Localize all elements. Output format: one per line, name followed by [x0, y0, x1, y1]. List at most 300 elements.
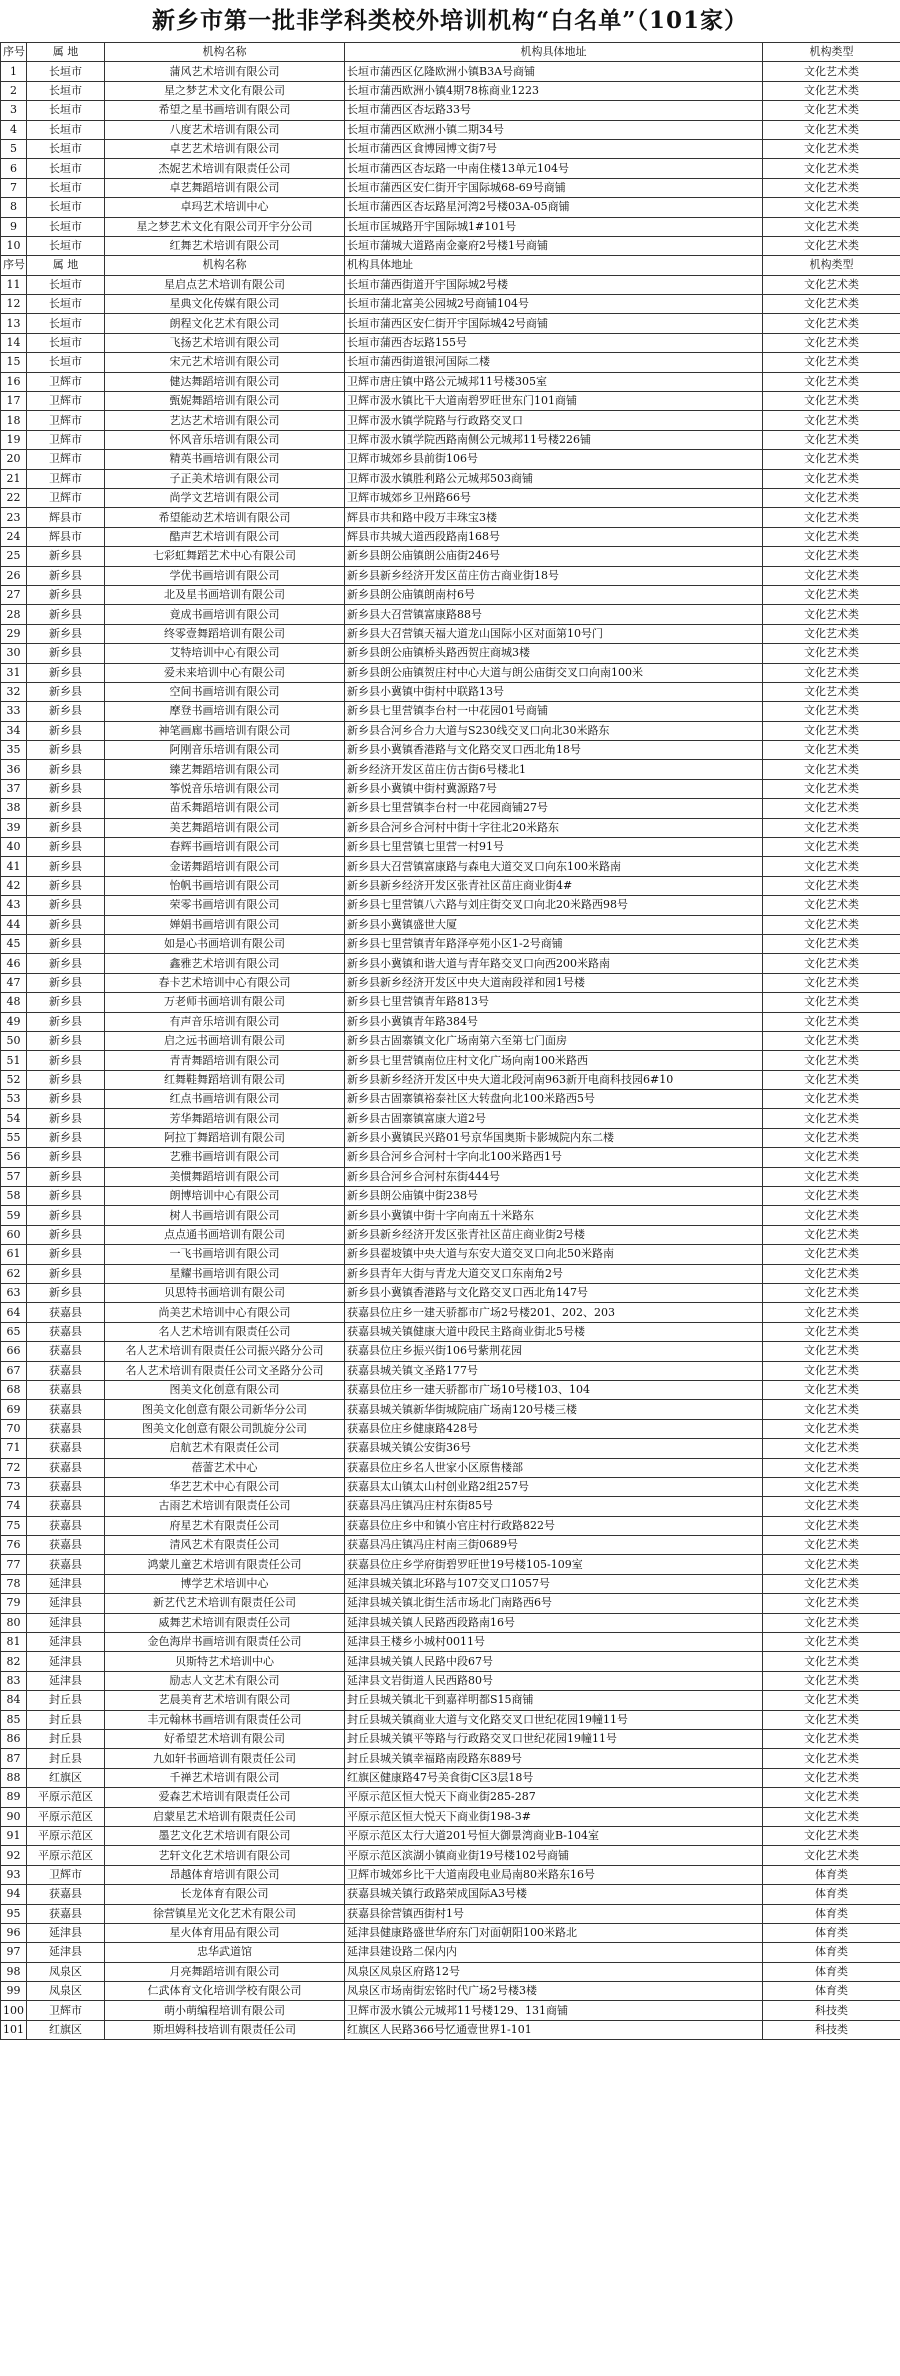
cell-address: 获嘉县位庄乡学府街碧罗旺世19号楼105-109室	[345, 1555, 763, 1574]
cell-location: 长垣市	[27, 333, 105, 352]
cell-address: 长垣市匡城路开宇国际城1#101号	[345, 217, 763, 236]
cell-no: 78	[1, 1574, 27, 1593]
cell-no: 73	[1, 1477, 27, 1496]
cell-type: 文化艺术类	[763, 644, 900, 663]
cell-no: 85	[1, 1710, 27, 1729]
cell-type: 文化艺术类	[763, 81, 900, 100]
table-row	[1, 1303, 900, 1322]
cell-no: 27	[1, 585, 27, 604]
cell-location: 获嘉县	[27, 1303, 105, 1322]
cell-no: 82	[1, 1652, 27, 1671]
cell-location: 新乡县	[27, 663, 105, 682]
cell-no: 1	[1, 62, 27, 81]
cell-address: 新乡县七里营镇李台村一中花园商铺27号	[345, 799, 763, 818]
table-row	[1, 1904, 900, 1923]
cell-address: 获嘉县冯庄镇冯庄村东街85号	[345, 1497, 763, 1516]
cell-location: 新乡县	[27, 1225, 105, 1244]
cell-no: 9	[1, 217, 27, 236]
cell-type: 文化艺术类	[763, 1380, 900, 1399]
cell-no: 68	[1, 1380, 27, 1399]
cell-type: 文化艺术类	[763, 1633, 900, 1652]
cell-location: 长垣市	[27, 81, 105, 100]
cell-address: 平原示范区太行大道201号恒大御景湾商业B-104室	[345, 1826, 763, 1845]
table-row	[1, 1109, 900, 1128]
table-row	[1, 702, 900, 721]
cell-type: 文化艺术类	[763, 1613, 900, 1632]
cell-no: 57	[1, 1167, 27, 1186]
cell-org-name: 华艺艺术中心有限公司	[105, 1477, 345, 1496]
cell-type: 文化艺术类	[763, 605, 900, 624]
cell-location: 新乡县	[27, 760, 105, 779]
cell-type: 文化艺术类	[763, 1031, 900, 1050]
cell-org-name: 美艺舞蹈培训有限公司	[105, 818, 345, 837]
cell-org-name: 阿拉丁舞蹈培训有限公司	[105, 1128, 345, 1147]
cell-no: 29	[1, 624, 27, 643]
cell-type: 文化艺术类	[763, 159, 900, 178]
cell-address: 长垣市蒲西区亿隆欧洲小镇B3A号商铺	[345, 62, 763, 81]
cell-no: 94	[1, 1885, 27, 1904]
table-row	[1, 411, 900, 430]
cell-org-name: 图美文化创意有限公司凯旋分公司	[105, 1419, 345, 1438]
cell-org-name: 鸿蒙儿童艺术培训有限责任公司	[105, 1555, 345, 1574]
cell-type: 科技类	[763, 2001, 900, 2020]
cell-address: 新乡县合河乡合河村十字向北100米路西1号	[345, 1148, 763, 1167]
cell-location: 长垣市	[27, 353, 105, 372]
cell-location: 长垣市	[27, 275, 105, 294]
cell-location: 获嘉县	[27, 1342, 105, 1361]
cell-org-name: 点点通书画培训有限公司	[105, 1225, 345, 1244]
cell-location: 凤泉区	[27, 1962, 105, 1981]
table-row	[1, 1322, 900, 1341]
table-row	[1, 682, 900, 701]
cell-location: 延津县	[27, 1613, 105, 1632]
cell-location: 获嘉县	[27, 1322, 105, 1341]
cell-org-name: 好希望艺术培训有限公司	[105, 1729, 345, 1748]
cell-type: 文化艺术类	[763, 1826, 900, 1845]
cell-address: 获嘉县位庄乡名人世家小区原售楼部	[345, 1458, 763, 1477]
cell-address: 延津县文岩街道人民西路80号	[345, 1671, 763, 1690]
cell-address: 新乡县大召营镇富康路与森电大道交叉口向东100米路南	[345, 857, 763, 876]
cell-address: 长垣市蒲西欧洲小镇4期78栋商业1223	[345, 81, 763, 100]
cell-location: 获嘉县	[27, 1380, 105, 1399]
table-row	[1, 993, 900, 1012]
cell-address: 新乡县翟坡镇中央大道与东安大道交叉口向北50米路南	[345, 1245, 763, 1264]
cell-org-name: 学优书画培训有限公司	[105, 566, 345, 585]
cell-no: 74	[1, 1497, 27, 1516]
cell-org-name: 丰元翰林书画培训有限责任公司	[105, 1710, 345, 1729]
cell-location: 卫辉市	[27, 372, 105, 391]
cell-no: 8	[1, 198, 27, 217]
cell-no: 63	[1, 1284, 27, 1303]
cell-org-name: 空间书画培训有限公司	[105, 682, 345, 701]
cell-type: 体育类	[763, 1923, 900, 1942]
table-row	[1, 876, 900, 895]
cell-org-name: 尚学文艺培训有限公司	[105, 488, 345, 507]
cell-location: 长垣市	[27, 139, 105, 158]
cell-org-name: 艾特培训中心有限公司	[105, 644, 345, 663]
cell-type: 文化艺术类	[763, 488, 900, 507]
table-row	[1, 1691, 900, 1710]
cell-address: 新乡县七里营镇李台村一中花园01号商铺	[345, 702, 763, 721]
table-row	[1, 1031, 900, 1050]
cell-location: 新乡县	[27, 1206, 105, 1225]
cell-location: 延津县	[27, 1574, 105, 1593]
table-row	[1, 934, 900, 953]
cell-address: 新乡县小冀镇和谐大道与青年路交叉口向西200米路南	[345, 954, 763, 973]
header-address: 机构具体地址	[345, 43, 763, 62]
table-row	[1, 1090, 900, 1109]
cell-type: 文化艺术类	[763, 1070, 900, 1089]
cell-org-name: 徐营镇星光文化艺术有限公司	[105, 1904, 345, 1923]
cell-address: 平原示范区滨湖小镇商业街19号楼102号商铺	[345, 1846, 763, 1865]
header-no: 序号	[1, 43, 27, 62]
cell-location: 新乡县	[27, 682, 105, 701]
cell-org-name: 有声音乐培训有限公司	[105, 1012, 345, 1031]
cell-no: 76	[1, 1536, 27, 1555]
cell-location: 新乡县	[27, 1264, 105, 1283]
cell-no: 15	[1, 353, 27, 372]
cell-location: 新乡县	[27, 818, 105, 837]
cell-location: 获嘉县	[27, 1497, 105, 1516]
cell-location: 延津县	[27, 1671, 105, 1690]
cell-type: 文化艺术类	[763, 1109, 900, 1128]
cell-address: 平原示范区恒大悦天下商业街198-3#	[345, 1807, 763, 1826]
table-row	[1, 236, 900, 255]
table-row	[1, 1633, 900, 1652]
cell-location: 长垣市	[27, 236, 105, 255]
cell-no: 6	[1, 159, 27, 178]
cell-location: 平原示范区	[27, 1807, 105, 1826]
table-row	[1, 954, 900, 973]
cell-type: 文化艺术类	[763, 469, 900, 488]
table-row	[1, 779, 900, 798]
cell-address: 获嘉县位庄乡一建天骄都市广场10号楼103、104	[345, 1380, 763, 1399]
table-row	[1, 488, 900, 507]
cell-address: 新乡县朗公庙镇朗公庙街246号	[345, 547, 763, 566]
cell-address: 封丘县城关镇平等路与行政路交叉口世纪花园19幢11号	[345, 1729, 763, 1748]
cell-location: 新乡县	[27, 973, 105, 992]
cell-location: 新乡县	[27, 1051, 105, 1070]
cell-location: 新乡县	[27, 857, 105, 876]
cell-type: 文化艺术类	[763, 333, 900, 352]
cell-type: 文化艺术类	[763, 1749, 900, 1768]
cell-org-name: 怀风音乐培训有限公司	[105, 430, 345, 449]
cell-org-name: 艺雅书画培训有限公司	[105, 1148, 345, 1167]
cell-no: 45	[1, 934, 27, 953]
cell-no: 47	[1, 973, 27, 992]
cell-type: 文化艺术类	[763, 1361, 900, 1380]
cell-location: 新乡县	[27, 1245, 105, 1264]
cell-address: 获嘉县位庄乡中和镇小官庄村行政路822号	[345, 1516, 763, 1535]
cell-org-name: 名人艺术培训有限责任公司	[105, 1322, 345, 1341]
cell-address: 延津县城关镇人民路中段67号	[345, 1652, 763, 1671]
cell-location: 封丘县	[27, 1749, 105, 1768]
cell-address: 新乡县新乡经济开发区张青社区苗庄商业街2号楼	[345, 1225, 763, 1244]
cell-location: 延津县	[27, 1923, 105, 1942]
cell-type: 文化艺术类	[763, 1691, 900, 1710]
cell-no: 39	[1, 818, 27, 837]
cell-address: 新乡县朗公庙镇贺庄村中心大道与朗公庙街交叉口向南100米	[345, 663, 763, 682]
cell-no: 52	[1, 1070, 27, 1089]
cell-address: 新乡县新乡经济开发区中央大道南段祥和园1号楼	[345, 973, 763, 992]
cell-org-name: 图美文化创意有限公司新华分公司	[105, 1400, 345, 1419]
table-row	[1, 644, 900, 663]
table-row	[1, 1885, 900, 1904]
cell-org-name: 古雨艺术培训有限责任公司	[105, 1497, 345, 1516]
cell-type: 文化艺术类	[763, 1788, 900, 1807]
table-row	[1, 295, 900, 314]
cell-location: 卫辉市	[27, 430, 105, 449]
cell-org-name: 蓓蕾艺术中心	[105, 1458, 345, 1477]
cell-org-name: 红舞艺术培训有限公司	[105, 236, 345, 255]
cell-address: 获嘉县城关镇行政路荣成国际A3号楼	[345, 1885, 763, 1904]
cell-type: 体育类	[763, 1943, 900, 1962]
cell-type: 文化艺术类	[763, 139, 900, 158]
cell-location: 新乡县	[27, 1012, 105, 1031]
cell-address: 辉县市共城大道西段路南168号	[345, 527, 763, 546]
table-row	[1, 1826, 900, 1845]
cell-address: 封丘县城关镇幸福路南段路东889号	[345, 1749, 763, 1768]
cell-no: 26	[1, 566, 27, 585]
cell-address: 卫辉市城郊乡县前街106号	[345, 450, 763, 469]
cell-org-name: 金诺舞蹈培训有限公司	[105, 857, 345, 876]
table-row	[1, 838, 900, 857]
table-row	[1, 1128, 900, 1147]
cell-org-name: 一飞书画培训有限公司	[105, 1245, 345, 1264]
table-row	[1, 760, 900, 779]
cell-no: 79	[1, 1594, 27, 1613]
cell-location: 新乡县	[27, 624, 105, 643]
cell-location: 延津县	[27, 1943, 105, 1962]
cell-org-name: 斯坦姆科技培训有限责任公司	[105, 2020, 345, 2039]
cell-location: 获嘉县	[27, 1904, 105, 1923]
cell-address: 新乡县朗公庙镇中街238号	[345, 1187, 763, 1206]
cell-location: 新乡县	[27, 1148, 105, 1167]
table-row	[1, 1962, 900, 1981]
cell-org-name: 摩登书画培训有限公司	[105, 702, 345, 721]
cell-org-name: 新艺代艺术培训有限责任公司	[105, 1594, 345, 1613]
cell-type: 文化艺术类	[763, 392, 900, 411]
cell-org-name: 星耀书画培训有限公司	[105, 1264, 345, 1283]
cell-location: 新乡县	[27, 566, 105, 585]
whitelist-table	[0, 42, 900, 2040]
cell-address: 新乡县小冀镇青年路384号	[345, 1012, 763, 1031]
table-row	[1, 1380, 900, 1399]
cell-type: 文化艺术类	[763, 1439, 900, 1458]
cell-org-name: 精英书画培训有限公司	[105, 450, 345, 469]
cell-type: 文化艺术类	[763, 1090, 900, 1109]
cell-no: 28	[1, 605, 27, 624]
cell-org-name: 八度艺术培训有限公司	[105, 120, 345, 139]
cell-no: 86	[1, 1729, 27, 1748]
cell-type: 文化艺术类	[763, 1652, 900, 1671]
cell-location: 辉县市	[27, 527, 105, 546]
table-row	[1, 1264, 900, 1283]
table-row	[1, 1245, 900, 1264]
cell-address: 卫辉市汲水镇学院路与行政路交叉口	[345, 411, 763, 430]
cell-location: 新乡县	[27, 838, 105, 857]
cell-type: 文化艺术类	[763, 1458, 900, 1477]
cell-no: 84	[1, 1691, 27, 1710]
cell-type: 文化艺术类	[763, 120, 900, 139]
cell-location: 卫辉市	[27, 392, 105, 411]
cell-org-name: 朗程文化艺术有限公司	[105, 314, 345, 333]
cell-org-name: 荣零书画培训有限公司	[105, 896, 345, 915]
cell-type: 文化艺术类	[763, 275, 900, 294]
cell-address: 长垣市蒲西区杏坛路33号	[345, 101, 763, 120]
cell-address: 长垣市蒲北富美公园城2号商铺104号	[345, 295, 763, 314]
cell-address: 获嘉县太山镇太山村创业路2组257号	[345, 1477, 763, 1496]
table-row	[1, 81, 900, 100]
cell-type: 文化艺术类	[763, 1574, 900, 1593]
table-row	[1, 217, 900, 236]
cell-no: 44	[1, 915, 27, 934]
cell-type: 文化艺术类	[763, 1245, 900, 1264]
cell-location: 长垣市	[27, 101, 105, 120]
table-row	[1, 392, 900, 411]
cell-type: 文化艺术类	[763, 314, 900, 333]
cell-type: 文化艺术类	[763, 896, 900, 915]
cell-address: 新乡县朗公庙镇桥头路西贺庄商城3楼	[345, 644, 763, 663]
cell-address: 凤泉区市场南街宏铭时代广场2号楼3楼	[345, 1982, 763, 2001]
cell-type: 文化艺术类	[763, 1768, 900, 1787]
cell-org-name: 子正美术培训有限公司	[105, 469, 345, 488]
table-row	[1, 62, 900, 81]
cell-location: 辉县市	[27, 508, 105, 527]
cell-address: 获嘉县位庄乡一建天骄都市广场2号楼201、202、203	[345, 1303, 763, 1322]
cell-type: 体育类	[763, 1982, 900, 2001]
cell-address: 卫辉市城郊乡比干大道南段电业局南80米路东16号	[345, 1865, 763, 1884]
cell-org-name: 爱森艺术培训有限责任公司	[105, 1788, 345, 1807]
cell-address: 新乡经济开发区苗庄仿古街6号楼北1	[345, 760, 763, 779]
cell-location: 获嘉县	[27, 1419, 105, 1438]
cell-org-name: 如是心书画培训有限公司	[105, 934, 345, 953]
table-row	[1, 1206, 900, 1225]
cell-org-name: 七彩虹舞蹈艺术中心有限公司	[105, 547, 345, 566]
cell-address: 新乡县新乡经济开发区张青社区苗庄商业街4#	[345, 876, 763, 895]
cell-location: 新乡县	[27, 1167, 105, 1186]
cell-no: 11	[1, 275, 27, 294]
cell-address: 新乡县新乡经济开发区中央大道北段河南963新开电商科技园6#10	[345, 1070, 763, 1089]
cell-location: 获嘉县	[27, 1885, 105, 1904]
cell-type: 文化艺术类	[763, 1807, 900, 1826]
cell-no: 34	[1, 721, 27, 740]
cell-org-name: 苗禾舞蹈培训有限公司	[105, 799, 345, 818]
cell-no: 75	[1, 1516, 27, 1535]
cell-address: 红旗区人民路366号忆通壹世界1-101	[345, 2020, 763, 2039]
cell-location: 长垣市	[27, 295, 105, 314]
cell-type: 文化艺术类	[763, 527, 900, 546]
cell-location: 新乡县	[27, 876, 105, 895]
cell-no: 22	[1, 488, 27, 507]
cell-org-name: 春辉书画培训有限公司	[105, 838, 345, 857]
cell-address: 新乡县合河乡合力大道与S230线交叉口向北30米路东	[345, 721, 763, 740]
cell-location: 新乡县	[27, 1070, 105, 1089]
cell-address: 卫辉市汲水镇公元城邦11号楼129、131商铺	[345, 2001, 763, 2020]
cell-type: 体育类	[763, 1962, 900, 1981]
cell-no: 5	[1, 139, 27, 158]
cell-location: 平原示范区	[27, 1788, 105, 1807]
cell-type: 文化艺术类	[763, 1264, 900, 1283]
cell-org-name: 墨艺文化艺术培训有限公司	[105, 1826, 345, 1845]
cell-no: 46	[1, 954, 27, 973]
cell-type: 文化艺术类	[763, 1497, 900, 1516]
cell-location: 卫辉市	[27, 2001, 105, 2020]
table-row	[1, 585, 900, 604]
cell-address: 长垣市蒲西区杏坛路一中南住楼13单元104号	[345, 159, 763, 178]
cell-org-name: 酷声艺术培训有限公司	[105, 527, 345, 546]
table-row	[1, 1768, 900, 1787]
cell-location: 卫辉市	[27, 1865, 105, 1884]
cell-org-name: 尚美艺术培训中心有限公司	[105, 1303, 345, 1322]
cell-no: 89	[1, 1788, 27, 1807]
cell-type: 文化艺术类	[763, 876, 900, 895]
cell-location: 新乡县	[27, 721, 105, 740]
cell-no: 20	[1, 450, 27, 469]
cell-org-name: 启之远书画培训有限公司	[105, 1031, 345, 1050]
cell-no: 96	[1, 1923, 27, 1942]
cell-org-name: 机构名称	[105, 256, 345, 275]
cell-location: 长垣市	[27, 178, 105, 197]
document-title: 新乡市第一批非学科类校外培训机构“白名单”（101家）	[152, 7, 748, 34]
cell-address: 新乡县小冀镇香港路与文化路交叉口西北角18号	[345, 741, 763, 760]
cell-no: 54	[1, 1109, 27, 1128]
cell-location: 长垣市	[27, 159, 105, 178]
table-row	[1, 1012, 900, 1031]
cell-org-name: 神笔画廊书画培训有限公司	[105, 721, 345, 740]
cell-no: 81	[1, 1633, 27, 1652]
table-row	[1, 1710, 900, 1729]
cell-type: 文化艺术类	[763, 508, 900, 527]
cell-type: 文化艺术类	[763, 1187, 900, 1206]
cell-type: 文化艺术类	[763, 1846, 900, 1865]
table-row	[1, 1477, 900, 1496]
cell-no: 49	[1, 1012, 27, 1031]
table-row	[1, 527, 900, 546]
cell-org-name: 蒲风艺术培训有限公司	[105, 62, 345, 81]
cell-location: 新乡县	[27, 1284, 105, 1303]
cell-address: 长垣市蒲西杏坛路155号	[345, 333, 763, 352]
cell-location: 新乡县	[27, 741, 105, 760]
cell-address: 封丘县城关镇北干到嘉祥明都S15商铺	[345, 1691, 763, 1710]
header-type: 机构类型	[763, 43, 900, 62]
cell-location: 延津县	[27, 1594, 105, 1613]
cell-type: 文化艺术类	[763, 857, 900, 876]
cell-location: 新乡县	[27, 993, 105, 1012]
cell-address: 新乡县青年大街与青龙大道交叉口东南角2号	[345, 1264, 763, 1283]
cell-location: 新乡县	[27, 1128, 105, 1147]
cell-org-name: 卓艺舞蹈培训有限公司	[105, 178, 345, 197]
cell-no: 69	[1, 1400, 27, 1419]
table-row	[1, 1536, 900, 1555]
cell-no: 62	[1, 1264, 27, 1283]
cell-type: 科技类	[763, 2020, 900, 2039]
cell-type: 文化艺术类	[763, 236, 900, 255]
cell-address: 长垣市蒲西区食博园博文街7号	[345, 139, 763, 158]
cell-location: 长垣市	[27, 314, 105, 333]
cell-org-name: 贝斯特艺术培训中心	[105, 1652, 345, 1671]
cell-location: 获嘉县	[27, 1458, 105, 1477]
cell-type: 文化艺术类	[763, 217, 900, 236]
cell-org-name: 艺达艺术培训有限公司	[105, 411, 345, 430]
table-row	[1, 1865, 900, 1884]
cell-org-name: 希望能动艺术培训有限公司	[105, 508, 345, 527]
cell-org-name: 千禅艺术培训有限公司	[105, 1768, 345, 1787]
table-row	[1, 1400, 900, 1419]
cell-location: 新乡县	[27, 547, 105, 566]
cell-no: 59	[1, 1206, 27, 1225]
cell-type: 文化艺术类	[763, 1555, 900, 1574]
